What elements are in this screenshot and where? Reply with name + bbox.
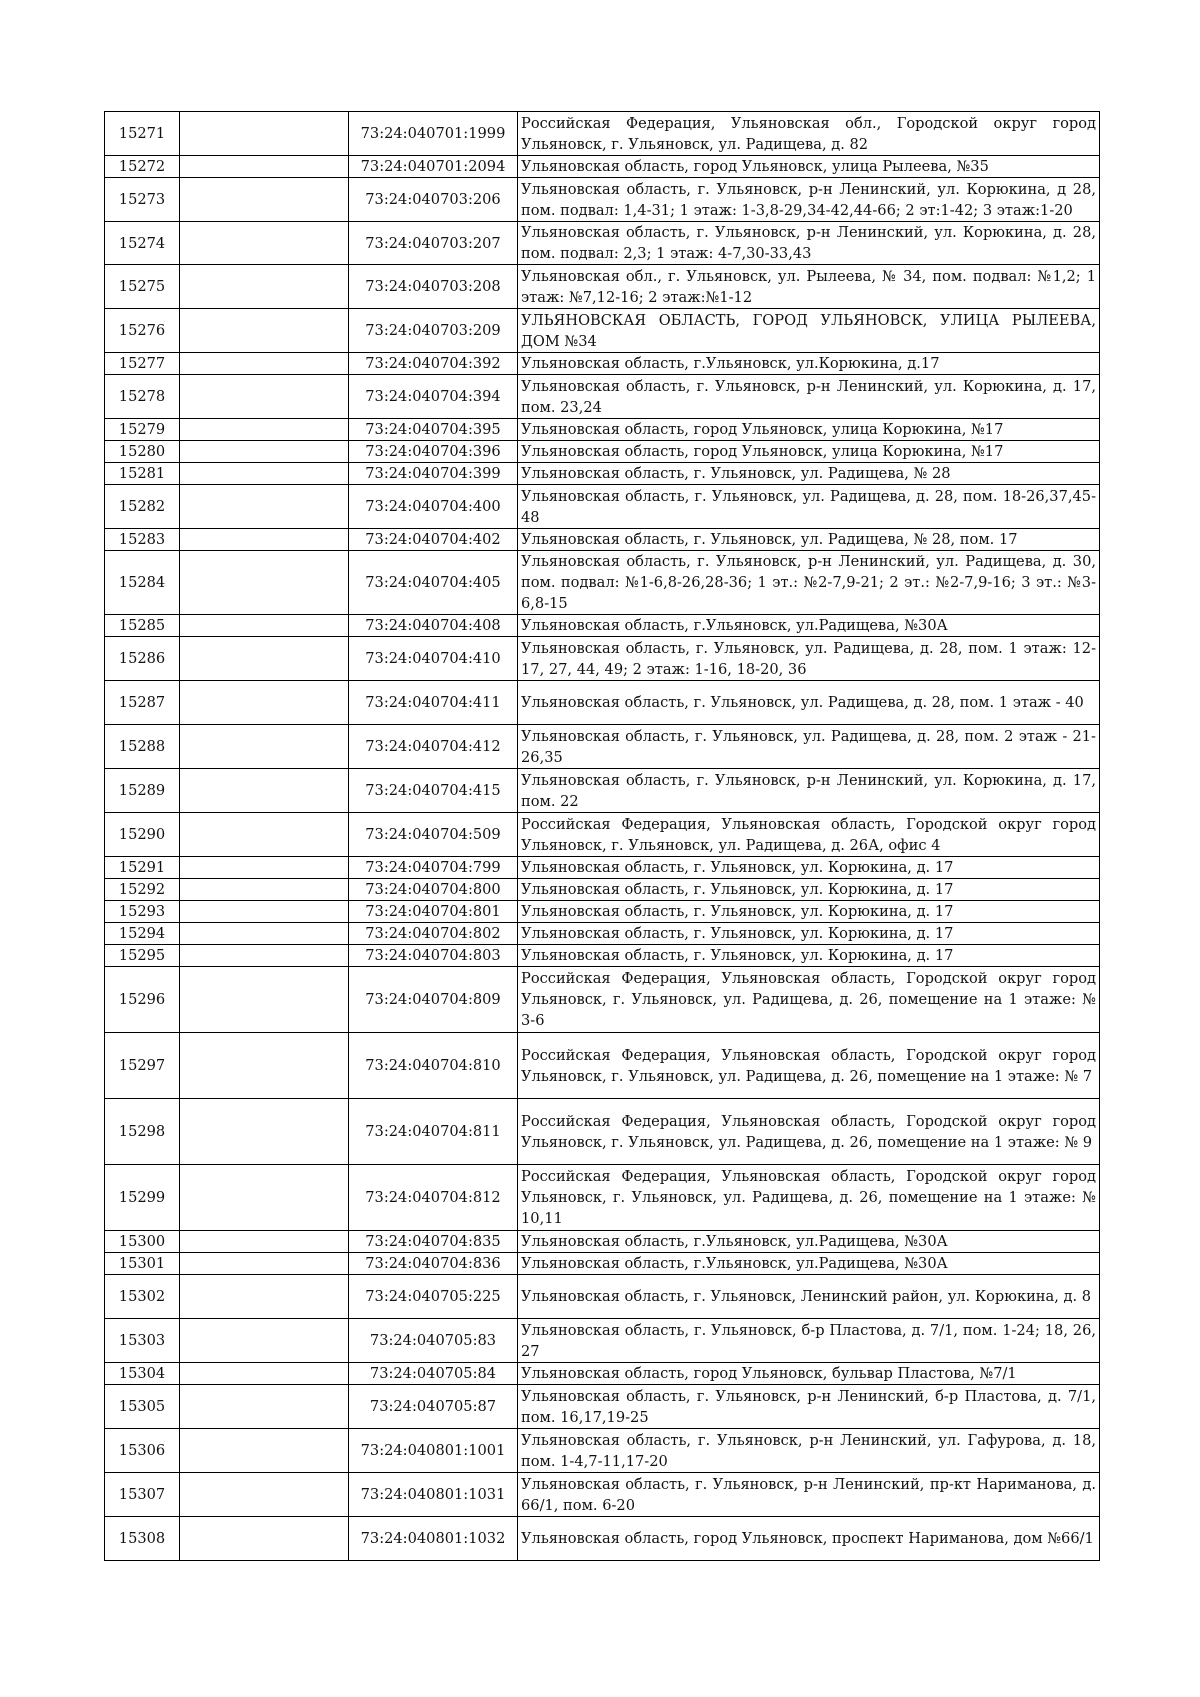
empty-cell	[180, 375, 349, 419]
address-cell: Ульяновская обл., г. Ульяновск, ул. Рылеева, № 34, пом. подвал: №1,2; 1 этаж: №7,12-16; 2 этаж:№1-12	[518, 265, 1100, 309]
table-row	[105, 813, 1100, 857]
cadastral-number-cell: 73:24:040704:412	[349, 725, 518, 769]
empty-cell	[180, 1099, 349, 1165]
table-row	[105, 923, 1100, 945]
empty-cell	[180, 615, 349, 637]
table-row	[105, 485, 1100, 529]
row-number-cell: 15291	[105, 857, 180, 879]
address-cell: Ульяновская область, город Ульяновск, проспект Нариманова, дом №66/1	[518, 1517, 1100, 1561]
cadastral-number-cell: 73:24:040704:809	[349, 967, 518, 1033]
row-number-cell: 15294	[105, 923, 180, 945]
address-cell: Ульяновская область, г. Ульяновск, р-н Ленинский, ул. Гафурова, д. 18, пом. 1-4,7-11,17-20	[518, 1429, 1100, 1473]
row-number-cell: 15295	[105, 945, 180, 967]
empty-cell	[180, 222, 349, 265]
row-number-cell: 15284	[105, 551, 180, 615]
address-cell: Ульяновская область, город Ульяновск, бульвар Пластова, №7/1	[518, 1363, 1100, 1385]
cadastral-number-cell: 73:24:040704:802	[349, 923, 518, 945]
row-number-cell: 15289	[105, 769, 180, 813]
empty-cell	[180, 945, 349, 967]
table-row	[105, 1275, 1100, 1319]
empty-cell	[180, 769, 349, 813]
empty-cell	[180, 265, 349, 309]
cadastral-number-cell: 73:24:040704:415	[349, 769, 518, 813]
cadastral-number-cell: 73:24:040705:225	[349, 1275, 518, 1319]
registry-table-body	[105, 112, 1100, 1561]
empty-cell	[180, 353, 349, 375]
cadastral-number-cell: 73:24:040801:1032	[349, 1517, 518, 1561]
table-row	[105, 1473, 1100, 1517]
address-cell: Ульяновская область, г. Ульяновск, ул. Радищева, д. 28, пом. 1 этаж - 40	[518, 681, 1100, 725]
row-number-cell: 15278	[105, 375, 180, 419]
address-cell: Ульяновская область, г. Ульяновск, р-н Ленинский, ул. Корюкина, д. 17, пом. 23,24	[518, 375, 1100, 419]
empty-cell	[180, 529, 349, 551]
table-row	[105, 1099, 1100, 1165]
row-number-cell: 15298	[105, 1099, 180, 1165]
address-cell: Ульяновская область, г. Ульяновск, ул. Корюкина, д. 17	[518, 945, 1100, 967]
address-cell: Ульяновская область, г. Ульяновск, Ленинский район, ул. Корюкина, д. 8	[518, 1275, 1100, 1319]
address-cell: Ульяновская область, г. Ульяновск, ул. Радищева, д. 28, пом. 18-26,37,45-48	[518, 485, 1100, 529]
table-row	[105, 265, 1100, 309]
row-number-cell: 15280	[105, 441, 180, 463]
cadastral-number-cell: 73:24:040701:1999	[349, 112, 518, 156]
table-row	[105, 1231, 1100, 1253]
empty-cell	[180, 309, 349, 353]
row-number-cell: 15283	[105, 529, 180, 551]
empty-cell	[180, 178, 349, 222]
table-row	[105, 441, 1100, 463]
address-cell: Ульяновская область, г. Ульяновск, р-н Ленинский, ул. Корюкина, д 28, пом. подвал: 1,4-31; 1 этаж: 1-3,8-29,34-42,44-66; 2 эт:1-42; 3 этаж:1-20	[518, 178, 1100, 222]
row-number-cell: 15305	[105, 1385, 180, 1429]
cadastral-number-cell: 73:24:040704:803	[349, 945, 518, 967]
empty-cell	[180, 485, 349, 529]
empty-cell	[180, 967, 349, 1033]
address-cell: УЛЬЯНОВСКАЯ ОБЛАСТЬ, ГОРОД УЛЬЯНОВСК, УЛИЦА РЫЛЕЕВА, ДОМ №34	[518, 309, 1100, 353]
cadastral-number-cell: 73:24:040704:399	[349, 463, 518, 485]
address-cell: Ульяновская область, г. Ульяновск, ул. Радищева, д. 28, пом. 2 этаж - 21-26,35	[518, 725, 1100, 769]
row-number-cell: 15307	[105, 1473, 180, 1517]
table-row	[105, 1429, 1100, 1473]
cadastral-number-cell: 73:24:040704:400	[349, 485, 518, 529]
table-row	[105, 901, 1100, 923]
address-cell: Ульяновская область, г. Ульяновск, ул. Корюкина, д. 17	[518, 923, 1100, 945]
cadastral-number-cell: 73:24:040701:2094	[349, 156, 518, 178]
empty-cell	[180, 725, 349, 769]
empty-cell	[180, 463, 349, 485]
empty-cell	[180, 1517, 349, 1561]
row-number-cell: 15300	[105, 1231, 180, 1253]
cadastral-number-cell: 73:24:040704:509	[349, 813, 518, 857]
row-number-cell: 15304	[105, 1363, 180, 1385]
table-row	[105, 178, 1100, 222]
row-number-cell: 15290	[105, 813, 180, 857]
empty-cell	[180, 1385, 349, 1429]
table-row	[105, 353, 1100, 375]
cadastral-number-cell: 73:24:040703:206	[349, 178, 518, 222]
empty-cell	[180, 1275, 349, 1319]
empty-cell	[180, 637, 349, 681]
cadastral-number-cell: 73:24:040801:1001	[349, 1429, 518, 1473]
table-row	[105, 681, 1100, 725]
table-row	[105, 112, 1100, 156]
address-cell: Ульяновская область, г.Ульяновск, ул.Радищева, №30А	[518, 1253, 1100, 1275]
cadastral-number-cell: 73:24:040704:410	[349, 637, 518, 681]
table-row	[105, 769, 1100, 813]
cadastral-number-cell: 73:24:040705:84	[349, 1363, 518, 1385]
address-cell: Российская Федерация, Ульяновская область, Городской округ город Ульяновск, г. Ульяновск, ул. Радищева, д. 26, помещение на 1 этаже: № 9	[518, 1099, 1100, 1165]
row-number-cell: 15281	[105, 463, 180, 485]
table-row	[105, 615, 1100, 637]
empty-cell	[180, 813, 349, 857]
cadastral-number-cell: 73:24:040704:835	[349, 1231, 518, 1253]
cadastral-number-cell: 73:24:040704:800	[349, 879, 518, 901]
cadastral-number-cell: 73:24:040704:836	[349, 1253, 518, 1275]
row-number-cell: 15303	[105, 1319, 180, 1363]
address-cell: Российская Федерация, Ульяновская область, Городской округ город Ульяновск, г. Ульяновск, ул. Радищева, д. 26, помещение на 1 этаже: № 3-6	[518, 967, 1100, 1033]
table-row	[105, 156, 1100, 178]
empty-cell	[180, 1253, 349, 1275]
cadastral-number-cell: 73:24:040704:408	[349, 615, 518, 637]
table-row	[105, 222, 1100, 265]
address-cell: Ульяновская область, г.Ульяновск, ул.Корюкина, д.17	[518, 353, 1100, 375]
empty-cell	[180, 681, 349, 725]
empty-cell	[180, 1429, 349, 1473]
row-number-cell: 15271	[105, 112, 180, 156]
empty-cell	[180, 1319, 349, 1363]
table-row	[105, 309, 1100, 353]
table-row	[105, 529, 1100, 551]
empty-cell	[180, 1165, 349, 1231]
table-row	[105, 1517, 1100, 1561]
address-cell: Ульяновская область, город Ульяновск, улица Рылеева, №35	[518, 156, 1100, 178]
address-cell: Ульяновская область, город Ульяновск, улица Корюкина, №17	[518, 441, 1100, 463]
empty-cell	[180, 441, 349, 463]
empty-cell	[180, 156, 349, 178]
address-cell: Ульяновская область, г. Ульяновск, ул. Радищева, д. 28, пом. 1 этаж: 12-17, 27, 44, 49; 2 этаж: 1-16, 18-20, 36	[518, 637, 1100, 681]
table-row	[105, 463, 1100, 485]
cadastral-number-cell: 73:24:040704:799	[349, 857, 518, 879]
address-cell: Ульяновская область, г. Ульяновск, р-н Ленинский, ул. Корюкина, д. 17, пом. 22	[518, 769, 1100, 813]
table-row	[105, 967, 1100, 1033]
row-number-cell: 15292	[105, 879, 180, 901]
address-cell: Российская Федерация, Ульяновская область, Городской округ город Ульяновск, г. Ульяновск, ул. Радищева, д. 26А, офис 4	[518, 813, 1100, 857]
cadastral-number-cell: 73:24:040704:392	[349, 353, 518, 375]
cadastral-number-cell: 73:24:040704:394	[349, 375, 518, 419]
empty-cell	[180, 419, 349, 441]
table-row	[105, 1165, 1100, 1231]
empty-cell	[180, 551, 349, 615]
address-cell: Ульяновская область, г. Ульяновск, р-н Ленинский, пр-кт Нариманова, д. 66/1, пом. 6-20	[518, 1473, 1100, 1517]
table-row	[105, 551, 1100, 615]
address-cell: Ульяновская область, г. Ульяновск, р-н Ленинский, ул. Радищева, д. 30, пом. подвал: №1-6,8-26,28-36; 1 эт.: №2-7,9-21; 2 эт.: №2-7,9-16; 3 эт.: №3-6,8-15	[518, 551, 1100, 615]
address-cell: Ульяновская область, г. Ульяновск, ул. Корюкина, д. 17	[518, 857, 1100, 879]
empty-cell	[180, 879, 349, 901]
cadastral-number-cell: 73:24:040801:1031	[349, 1473, 518, 1517]
cadastral-number-cell: 73:24:040704:801	[349, 901, 518, 923]
table-row	[105, 725, 1100, 769]
row-number-cell: 15286	[105, 637, 180, 681]
cadastral-number-cell: 73:24:040704:811	[349, 1099, 518, 1165]
row-number-cell: 15276	[105, 309, 180, 353]
table-row	[105, 419, 1100, 441]
table-row	[105, 1253, 1100, 1275]
row-number-cell: 15306	[105, 1429, 180, 1473]
cadastral-number-cell: 73:24:040704:402	[349, 529, 518, 551]
address-cell: Ульяновская область, г. Ульяновск, б-р Пластова, д. 7/1, пом. 1-24; 18, 26, 27	[518, 1319, 1100, 1363]
cadastral-number-cell: 73:24:040703:208	[349, 265, 518, 309]
empty-cell	[180, 1033, 349, 1099]
cadastral-number-cell: 73:24:040704:396	[349, 441, 518, 463]
row-number-cell: 15302	[105, 1275, 180, 1319]
empty-cell	[180, 1231, 349, 1253]
address-cell: Российская Федерация, Ульяновская область, Городской округ город Ульяновск, г. Ульяновск, ул. Радищева, д. 26, помещение на 1 этаже: № 7	[518, 1033, 1100, 1099]
empty-cell	[180, 1363, 349, 1385]
table-row	[105, 879, 1100, 901]
row-number-cell: 15274	[105, 222, 180, 265]
row-number-cell: 15296	[105, 967, 180, 1033]
cadastral-number-cell: 73:24:040705:83	[349, 1319, 518, 1363]
cadastral-number-cell: 73:24:040704:812	[349, 1165, 518, 1231]
address-cell: Ульяновская область, г.Ульяновск, ул.Радищева, №30А	[518, 1231, 1100, 1253]
cadastral-number-cell: 73:24:040704:405	[349, 551, 518, 615]
cadastral-number-cell: 73:24:040705:87	[349, 1385, 518, 1429]
empty-cell	[180, 112, 349, 156]
address-cell: Ульяновская область, г. Ульяновск, р-н Ленинский, ул. Корюкина, д. 28, пом. подвал: 2,3; 1 этаж: 4-7,30-33,43	[518, 222, 1100, 265]
row-number-cell: 15287	[105, 681, 180, 725]
table-row	[105, 1363, 1100, 1385]
row-number-cell: 15288	[105, 725, 180, 769]
address-cell: Ульяновская область, город Ульяновск, улица Корюкина, №17	[518, 419, 1100, 441]
row-number-cell: 15301	[105, 1253, 180, 1275]
address-cell: Ульяновская область, г. Ульяновск, р-н Ленинский, б-р Пластова, д. 7/1, пом. 16,17,19-25	[518, 1385, 1100, 1429]
row-number-cell: 15308	[105, 1517, 180, 1561]
address-cell: Ульяновская область, г. Ульяновск, ул. Радищева, № 28	[518, 463, 1100, 485]
address-cell: Ульяновская область, г. Ульяновск, ул. Радищева, № 28, пом. 17	[518, 529, 1100, 551]
table-row	[105, 1033, 1100, 1099]
cadastral-number-cell: 73:24:040703:207	[349, 222, 518, 265]
row-number-cell: 15279	[105, 419, 180, 441]
row-number-cell: 15273	[105, 178, 180, 222]
cadastral-number-cell: 73:24:040704:411	[349, 681, 518, 725]
row-number-cell: 15297	[105, 1033, 180, 1099]
cadastral-number-cell: 73:24:040704:395	[349, 419, 518, 441]
row-number-cell: 15299	[105, 1165, 180, 1231]
address-cell: Российская Федерация, Ульяновская обл., Городской округ город Ульяновск, г. Ульяновск, ул. Радищева, д. 82	[518, 112, 1100, 156]
cadastral-number-cell: 73:24:040704:810	[349, 1033, 518, 1099]
empty-cell	[180, 923, 349, 945]
row-number-cell: 15293	[105, 901, 180, 923]
row-number-cell: 15272	[105, 156, 180, 178]
empty-cell	[180, 1473, 349, 1517]
table-row	[105, 857, 1100, 879]
table-row	[105, 945, 1100, 967]
empty-cell	[180, 857, 349, 879]
address-cell: Ульяновская область, г. Ульяновск, ул. Корюкина, д. 17	[518, 901, 1100, 923]
table-row	[105, 1385, 1100, 1429]
address-cell: Российская Федерация, Ульяновская область, Городской округ город Ульяновск, г. Ульяновск, ул. Радищева, д. 26, помещение на 1 этаже: № 10,11	[518, 1165, 1100, 1231]
row-number-cell: 15282	[105, 485, 180, 529]
address-cell: Ульяновская область, г. Ульяновск, ул. Корюкина, д. 17	[518, 879, 1100, 901]
table-row	[105, 1319, 1100, 1363]
empty-cell	[180, 901, 349, 923]
row-number-cell: 15285	[105, 615, 180, 637]
table-row	[105, 637, 1100, 681]
cadastral-number-cell: 73:24:040703:209	[349, 309, 518, 353]
row-number-cell: 15277	[105, 353, 180, 375]
row-number-cell: 15275	[105, 265, 180, 309]
registry-table	[104, 111, 1100, 1561]
table-row	[105, 375, 1100, 419]
address-cell: Ульяновская область, г.Ульяновск, ул.Радищева, №30А	[518, 615, 1100, 637]
